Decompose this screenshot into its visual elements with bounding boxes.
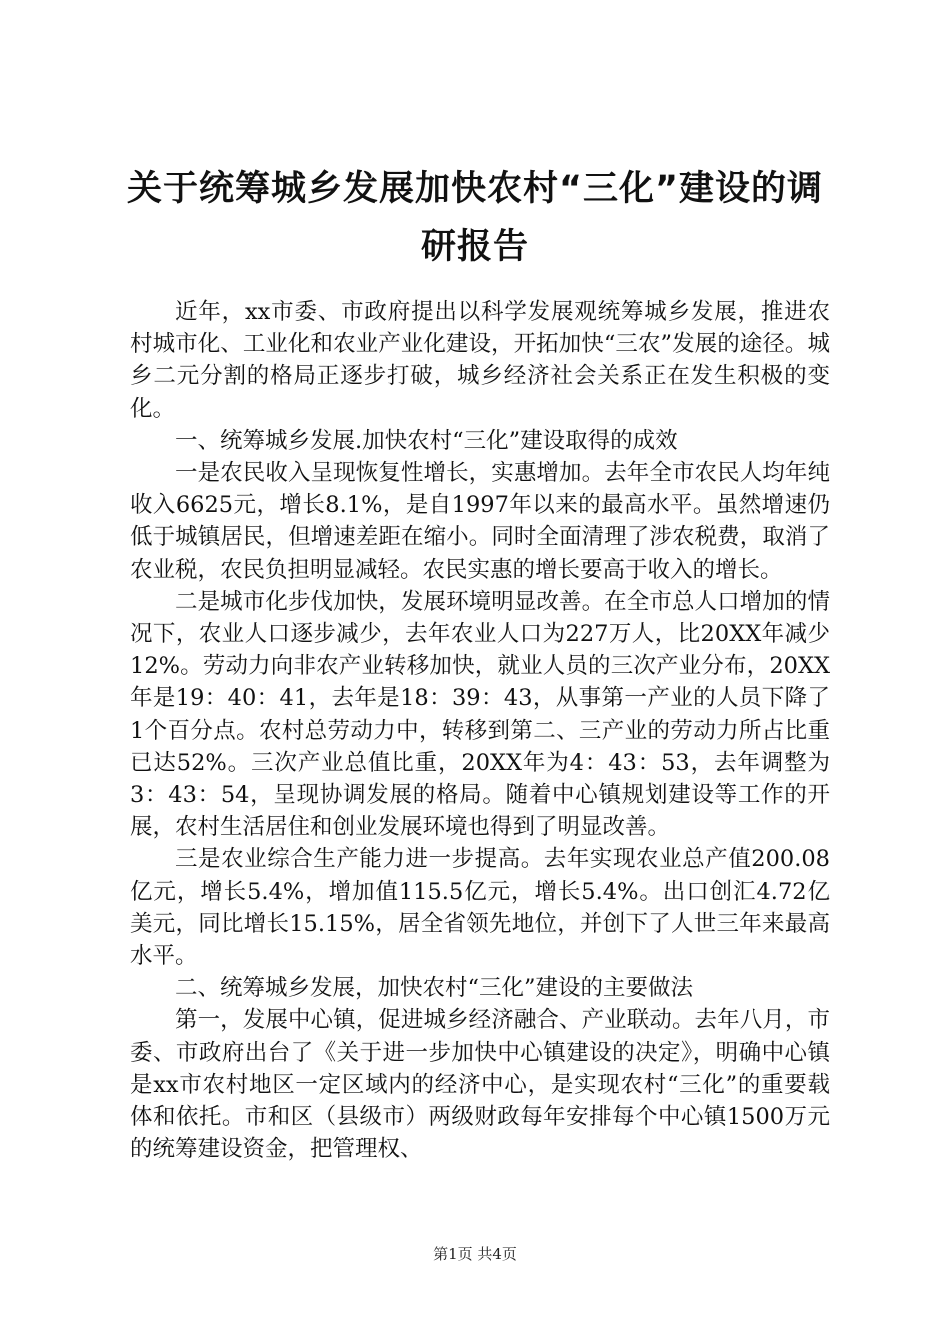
paragraph-agriculture: 三是农业综合生产能力进一步提高。去年实现农业总产值200.08亿元，增长5.4%，增加值115.5亿元，增长5.4%。出口创汇4.72亿美元，同比增长15.15%，居全省领先地位，并创下了人世三年来最高水平。	[130, 846, 830, 970]
paragraph-income: 一是农民收入呈现恢复性增长，实惠增加。去年全市农民人均年纯收入6625元，增长8.1%，是自1997年以来的最高水平。虽然增速仍低于城镇居民，但增速差距在缩小。同时全面清理了涉农税费，取消了农业税，农民负担明显减轻。农民实惠的增长要高于收入的增长。	[130, 460, 830, 583]
section-heading-1: 一、统筹城乡发展.加快农村“三化”建设取得的成效	[175, 427, 678, 454]
section-heading-2: 二、统筹城乡发展，加快农村“三化”建设的主要做法	[175, 975, 694, 1002]
paragraph-central-towns: 第一，发展中心镇，促进城乡经济融合、产业联动。去年八月，市委、市政府出台了《关于进一步加快中心镇建设的决定》，明确中心镇是xx市农村地区一定区域内的经济中心，是实现农村“三化”的重要载体和依托。市和区（县级市）两级财政每年安排每个中心镇1500万元的统筹建设资金，把管理权、	[130, 1007, 830, 1163]
paragraph-intro: 近年，xx市委、市政府提出以科学发展观统筹城乡发展，推进农村城市化、工业化和农业产业化建设，开拓加快“三农”发展的途径。城乡二元分割的格局正逐步打破，城乡经济社会关系正在发生积极的变化。	[130, 299, 830, 422]
document-body	[130, 296, 830, 1165]
document-title: 关于统筹城乡发展加快农村“三化”建设的调研报告	[126, 169, 823, 267]
page-footer: 第1页 共4页	[433, 1245, 517, 1263]
paragraph-urbanization: 二是城市化步伐加快，发展环境明显改善。在全市总人口增加的情况下，农业人口逐步减少，去年农业人口为227万人，比20XX年减少12%。劳动力向非农产业转移加快，就业人员的三次产业分布，20XX年是19：40：41，去年是18：39：43，从事第一产业的人员下降了1个百分点。农村总劳动力中，转移到第二、三产业的劳动力所占比重已达52%。三次产业总值比重，20XX年为4：43：53，去年调整为3：43：54，呈现协调发展的格局。随着中心镇规划建设等工作的开展，农村生活居住和创业发展环境也得到了明显改善。	[130, 588, 830, 841]
